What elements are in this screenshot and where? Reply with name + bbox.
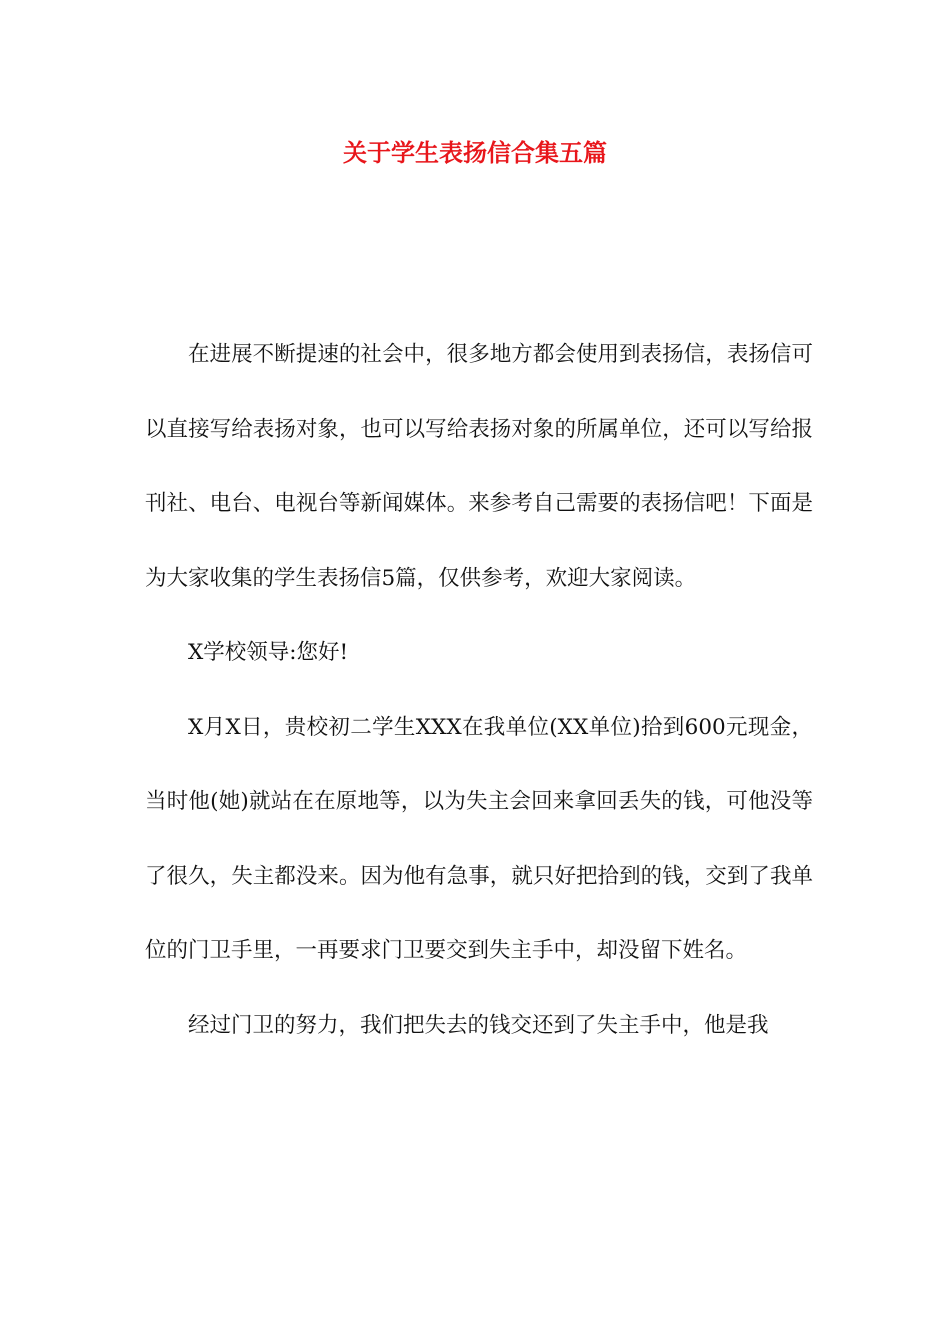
paragraph-intro: 在进展不断提速的社会中，很多地方都会使用到表扬信，表扬信可以直接写给表扬对象，也可以写给表扬对象的所属单位，还可以写给报刊社、电台、电视台等新闻媒体。来参考自己需要的表扬信吧！下面是为大家收集的学生表扬信5篇，仅供参考，欢迎大家阅读。: [145, 342, 813, 591]
document-title: 关于学生表扬信合集五篇: [343, 138, 607, 167]
paragraph-salutation: X学校领导:您好!: [188, 640, 349, 665]
document-body: [145, 318, 813, 1063]
paragraph-continuation: 经过门卫的努力，我们把失去的钱交还到了失主手中，他是我: [188, 1012, 769, 1038]
paragraph-incident: X月X日，贵校初二学生XXX在我单位(XX单位)拾到600元现金，当时他(她)就站在在原地等，以为失主会回来拿回丢失的钱，可他没等了很久，失主都没来。因为他有急事，就只好把拾到的钱，交到了我单位的门卫手里，一再要求门卫要交到失主手中，却没留下姓名。: [145, 714, 813, 963]
